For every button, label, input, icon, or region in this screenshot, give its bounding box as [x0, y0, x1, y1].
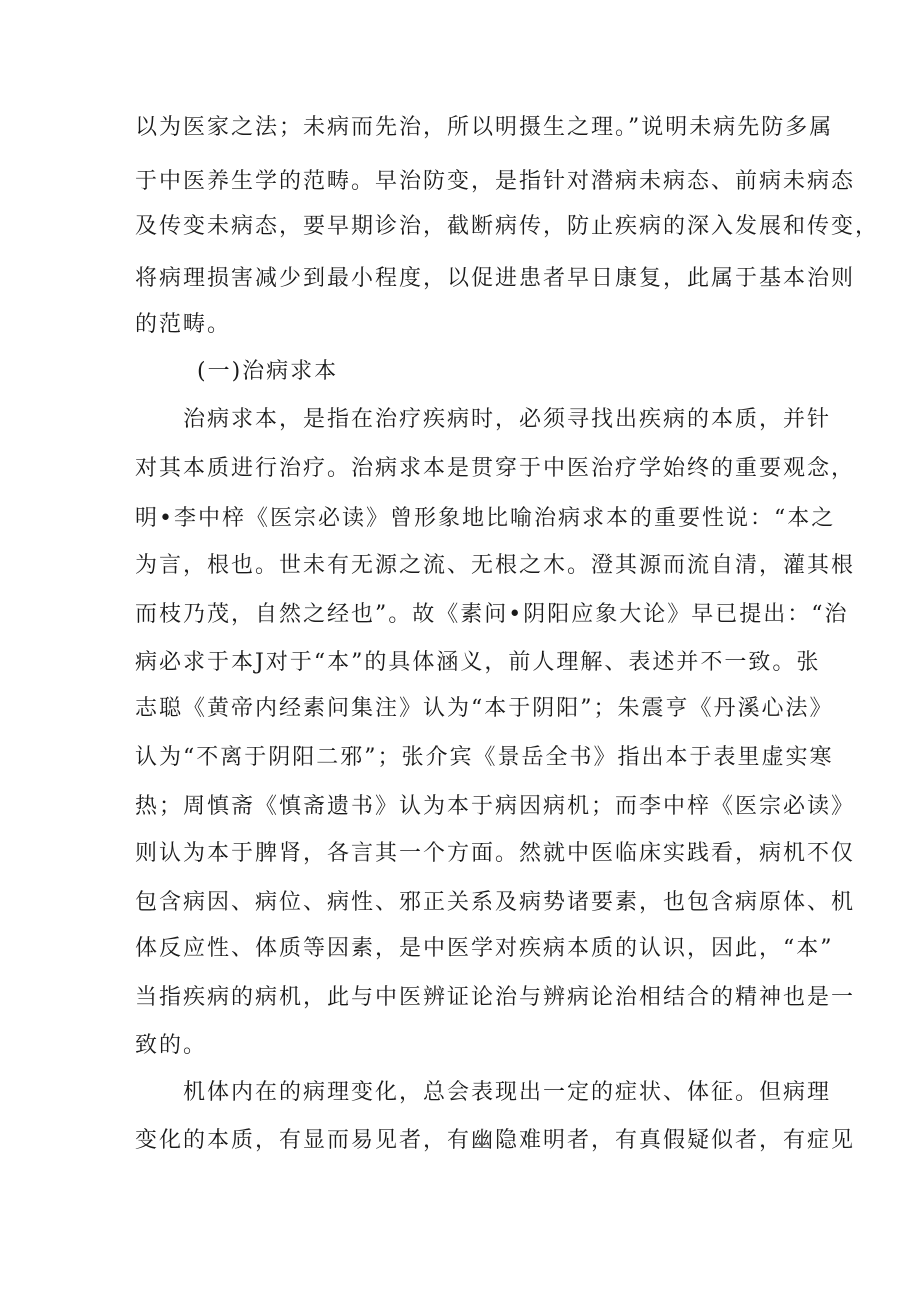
- paragraph-2-line-4: 为言，根也。世未有无源之流、无根之木。澄其源而流自清，灌其根: [135, 553, 856, 578]
- paragraph-2-line-8: 认为“不离于阴阳二邪”；张介宾《景岳全书》指出本于表里虚实寒: [135, 745, 834, 770]
- paragraph-2-line-11: 包含病因、病位、病性、邪正关系及病势诸要素，也包含病原体、机: [135, 890, 856, 915]
- paragraph-2-line-10: 则认为本于脾肾，各言其一个方面。然就中医临床实践看，病机不仅: [135, 841, 856, 866]
- paragraph-2-line-2: 对其本质进行治疗。治病求本是贯穿于中医治疗学始终的重要观念，: [135, 456, 856, 481]
- paragraph-2-line-7: 志聪《黄帝内经素问集注》认为“本于阴阳”；朱震亨《丹溪心法》: [135, 696, 834, 721]
- paragraph-2-line-9: 热；周慎斋《慎斋遗书》认为本于病因病机；而李中梓《医宗必读》: [135, 794, 856, 819]
- paragraph-1-line-1: 以为医家之法；未病而先治，所以明摄生之理。”说明未病先防多属: [135, 115, 834, 140]
- paragraph-3-line-1: 机体内在的病理变化，总会表现出一定的症状、体征。但病理: [183, 1080, 832, 1105]
- paragraph-2-line-1: 治病求本，是指在治疗疾病时，必须寻找出疾病的本质，并针: [183, 407, 832, 432]
- paragraph-1-line-3: 及传变未病态，要早期诊治，截断病传，防止疾病的深入发展和传变，: [135, 214, 880, 239]
- paragraph-1-line-2: 于中医养生学的范畴。早治防变，是指针对潜病未病态、前病未病态: [135, 169, 856, 194]
- paragraph-2-line-12: 体反应性、体质等因素，是中医学对疾病本质的认识，因此，“本”: [135, 936, 834, 961]
- paragraph-2-line-5: 而枝乃茂，自然之经也”。故《素问•阴阳应象大论》早已提出：“治: [135, 602, 849, 627]
- paragraph-3-line-2: 变化的本质，有显而易见者，有幽隐难明者，有真假疑似者，有症见: [135, 1128, 856, 1153]
- paragraph-2-line-14: 致的。: [135, 1033, 208, 1058]
- paragraph-2-line-3: 明•李中梓《医宗必读》曾形象地比喻治病求本的重要性说：“本之: [135, 506, 836, 531]
- paragraph-2-line-6: 病必求于本J对于“本”的具体涵义，前人理解、表述并不一致。张: [135, 650, 821, 675]
- paragraph-2-line-13: 当指疾病的病机，此与中医辨证论治与辨病论治相结合的精神也是一: [135, 985, 856, 1010]
- section-heading: (一)治病求本: [197, 359, 339, 384]
- paragraph-1-line-5: 的范畴。: [135, 312, 232, 337]
- paragraph-1-line-4: 将病理损害减少到最小程度，以促进患者早日康复，此属于基本治则: [135, 266, 856, 291]
